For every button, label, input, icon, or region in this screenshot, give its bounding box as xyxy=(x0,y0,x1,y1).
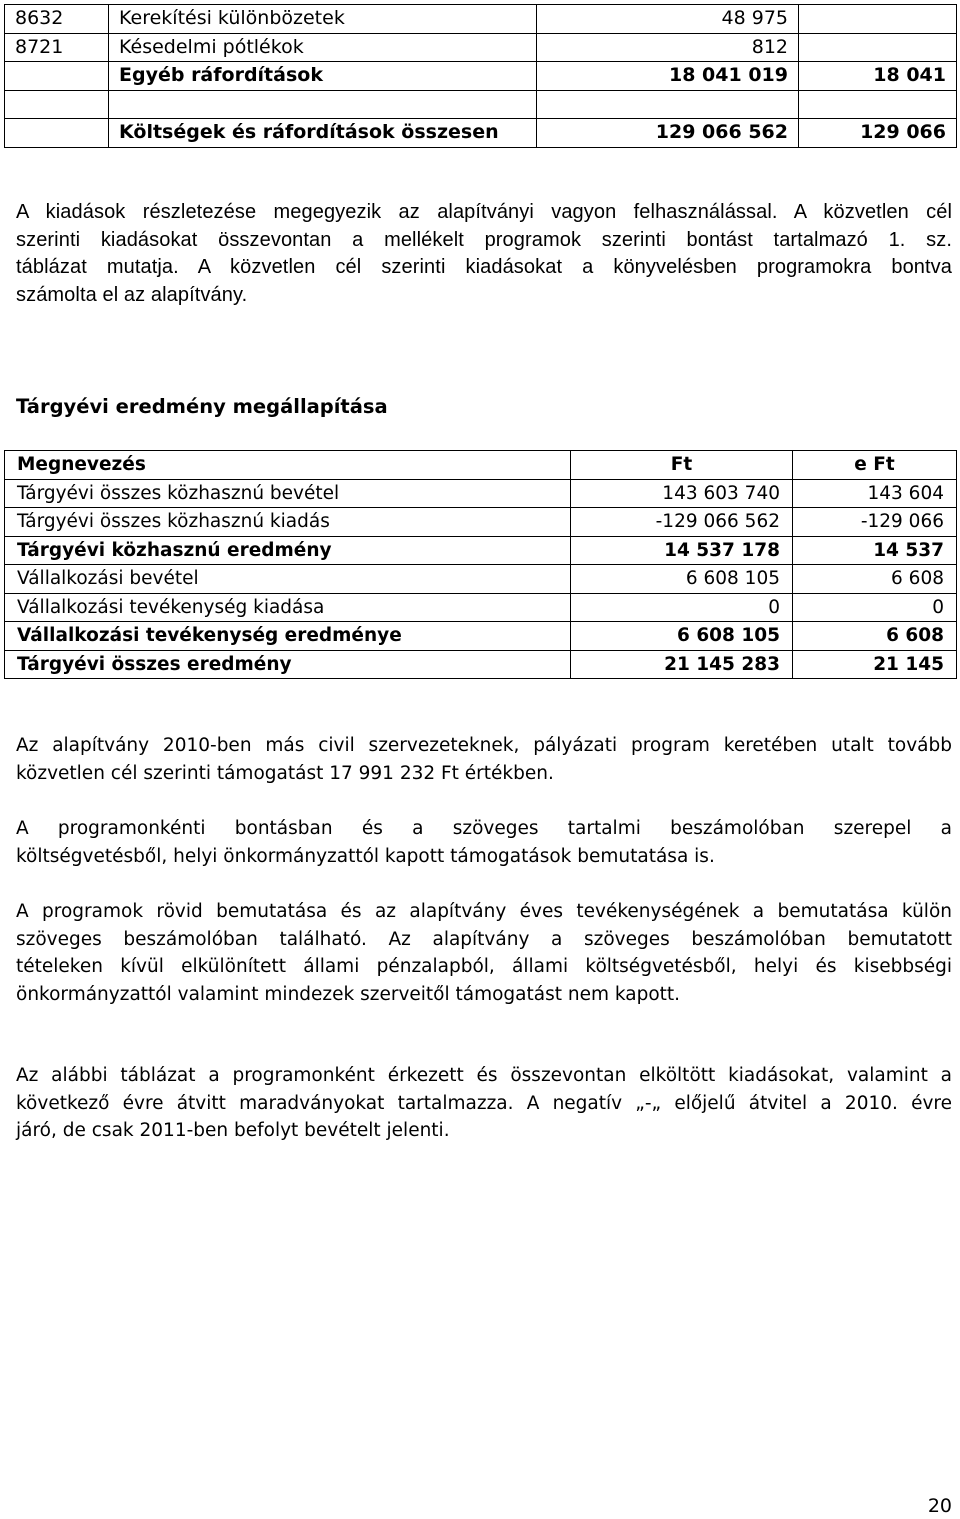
header-name: Megnevezés xyxy=(5,451,571,480)
amount-ft xyxy=(537,90,799,119)
amount-ft: 21 145 283 xyxy=(571,650,793,679)
table-row xyxy=(5,508,957,537)
table-row xyxy=(5,5,957,34)
row-name: Tárgyévi összes eredmény xyxy=(5,650,571,679)
table-row xyxy=(5,62,957,91)
table-row xyxy=(5,622,957,651)
paragraph-table-intro xyxy=(16,1062,952,1145)
account-code xyxy=(5,62,109,91)
text-line: járó, de csak 2011-ben befolyt bevételt jelenti. xyxy=(16,1120,450,1141)
amount-eft: 6 608 xyxy=(793,622,957,651)
amount-ft: -129 066 562 xyxy=(571,508,793,537)
account-code xyxy=(5,90,109,119)
amount-eft: 143 604 xyxy=(793,479,957,508)
text-line: A kiadások részletezése megegyezik az alapítványi vagyon felhasználással. A közvetlen cél xyxy=(16,201,952,223)
header-ft: Ft xyxy=(571,451,793,480)
amount-ft: 6 608 105 xyxy=(571,622,793,651)
table-row xyxy=(5,536,957,565)
amount-ft: 812 xyxy=(537,33,799,62)
amount-eft: 18 041 xyxy=(799,62,957,91)
amount-eft xyxy=(799,5,957,34)
text-line: közvetlen cél szerinti támogatást 17 991 232 Ft értékben. xyxy=(16,762,554,784)
page-number: 20 xyxy=(927,1495,952,1517)
text-line: A programonkénti bontásban és a szöveges tartalmi beszámolóban szerepel a xyxy=(16,818,952,839)
text-line: szöveges beszámolóban található. Az alapítvány a szöveges beszámolóban bemutatott xyxy=(16,928,952,950)
row-name: Vállalkozási bevétel xyxy=(5,565,571,594)
amount-ft: 143 603 740 xyxy=(571,479,793,508)
paragraph-expense-details xyxy=(16,199,952,309)
row-label xyxy=(109,90,537,119)
text-line: szerinti kiadásokat összevontan a mellékelt programok szerinti bontást tartalmazó 1. sz. xyxy=(16,228,952,251)
row-label: Költségek és ráfordítások összesen xyxy=(109,119,537,148)
row-name: Tárgyévi összes közhasznú kiadás xyxy=(5,508,571,537)
text-line: következő évre átvitt maradványokat tartalmazza. A negatív „-„ előjelű átvitel a 2010. évre xyxy=(16,1092,952,1114)
text-line: Az alapítvány 2010-ben más civil szervezeteknek, pályázati program keretében utalt tovább xyxy=(16,735,952,756)
account-code: 8632 xyxy=(5,5,109,34)
row-label: Kerekítési különbözetek xyxy=(109,5,537,34)
expenses-table xyxy=(4,4,957,148)
table-row xyxy=(5,565,957,594)
row-name: Vállalkozási tevékenység eredménye xyxy=(5,622,571,651)
amount-eft xyxy=(799,90,957,119)
table-row xyxy=(5,479,957,508)
table-row xyxy=(5,593,957,622)
text-line: számolta el az alapítvány. xyxy=(16,283,248,306)
table-row xyxy=(5,90,957,119)
result-table xyxy=(4,450,957,679)
account-code xyxy=(5,119,109,148)
table-row xyxy=(5,119,957,148)
text-line: költségvetésből, helyi önkormányzattól kapott támogatások bemutatása is. xyxy=(16,845,715,867)
amount-ft: 48 975 xyxy=(537,5,799,34)
paragraph-program-description xyxy=(16,898,952,1008)
result-table-header-row xyxy=(5,451,957,480)
table-row xyxy=(5,33,957,62)
amount-eft: 14 537 xyxy=(793,536,957,565)
header-eft: e Ft xyxy=(793,451,957,480)
amount-eft: 21 145 xyxy=(793,650,957,679)
text-line: önkormányzattól valamint mindezek szerveitől támogatást nem kapott. xyxy=(16,983,681,1005)
row-name: Tárgyévi közhasznú eredmény xyxy=(5,536,571,565)
amount-eft: 129 066 xyxy=(799,119,957,148)
row-label: Egyéb ráfordítások xyxy=(109,62,537,91)
account-code: 8721 xyxy=(5,33,109,62)
amount-ft: 14 537 178 xyxy=(571,536,793,565)
amount-eft: 6 608 xyxy=(793,565,957,594)
amount-ft: 6 608 105 xyxy=(571,565,793,594)
amount-ft: 129 066 562 xyxy=(537,119,799,148)
row-name: Tárgyévi összes közhasznú bevétel xyxy=(5,479,571,508)
paragraph-program-breakdown xyxy=(16,815,952,870)
paragraph-grants xyxy=(16,732,952,787)
amount-eft: -129 066 xyxy=(793,508,957,537)
section-heading: Tárgyévi eredmény megállapítása xyxy=(16,395,388,418)
text-line: A programok rövid bemutatása és az alapítvány éves tevékenységének a bemutatása külön xyxy=(16,901,952,922)
text-line: Az alábbi táblázat a programonként érkezett és összevontan elköltött kiadásokat, valamint a xyxy=(16,1065,952,1086)
amount-ft: 18 041 019 xyxy=(537,62,799,91)
text-line: táblázat mutatja. A közvetlen cél szerinti kiadásokat a könyvelésben programokra bontva xyxy=(16,256,952,278)
amount-ft: 0 xyxy=(571,593,793,622)
amount-eft: 0 xyxy=(793,593,957,622)
row-name: Vállalkozási tevékenység kiadása xyxy=(5,593,571,622)
row-label: Késedelmi pótlékok xyxy=(109,33,537,62)
text-line: tételeken kívül elkülönített állami pénzalapból, állami költségvetésből, helyi és kisebbségi xyxy=(16,956,952,977)
amount-eft xyxy=(799,33,957,62)
table-row xyxy=(5,650,957,679)
